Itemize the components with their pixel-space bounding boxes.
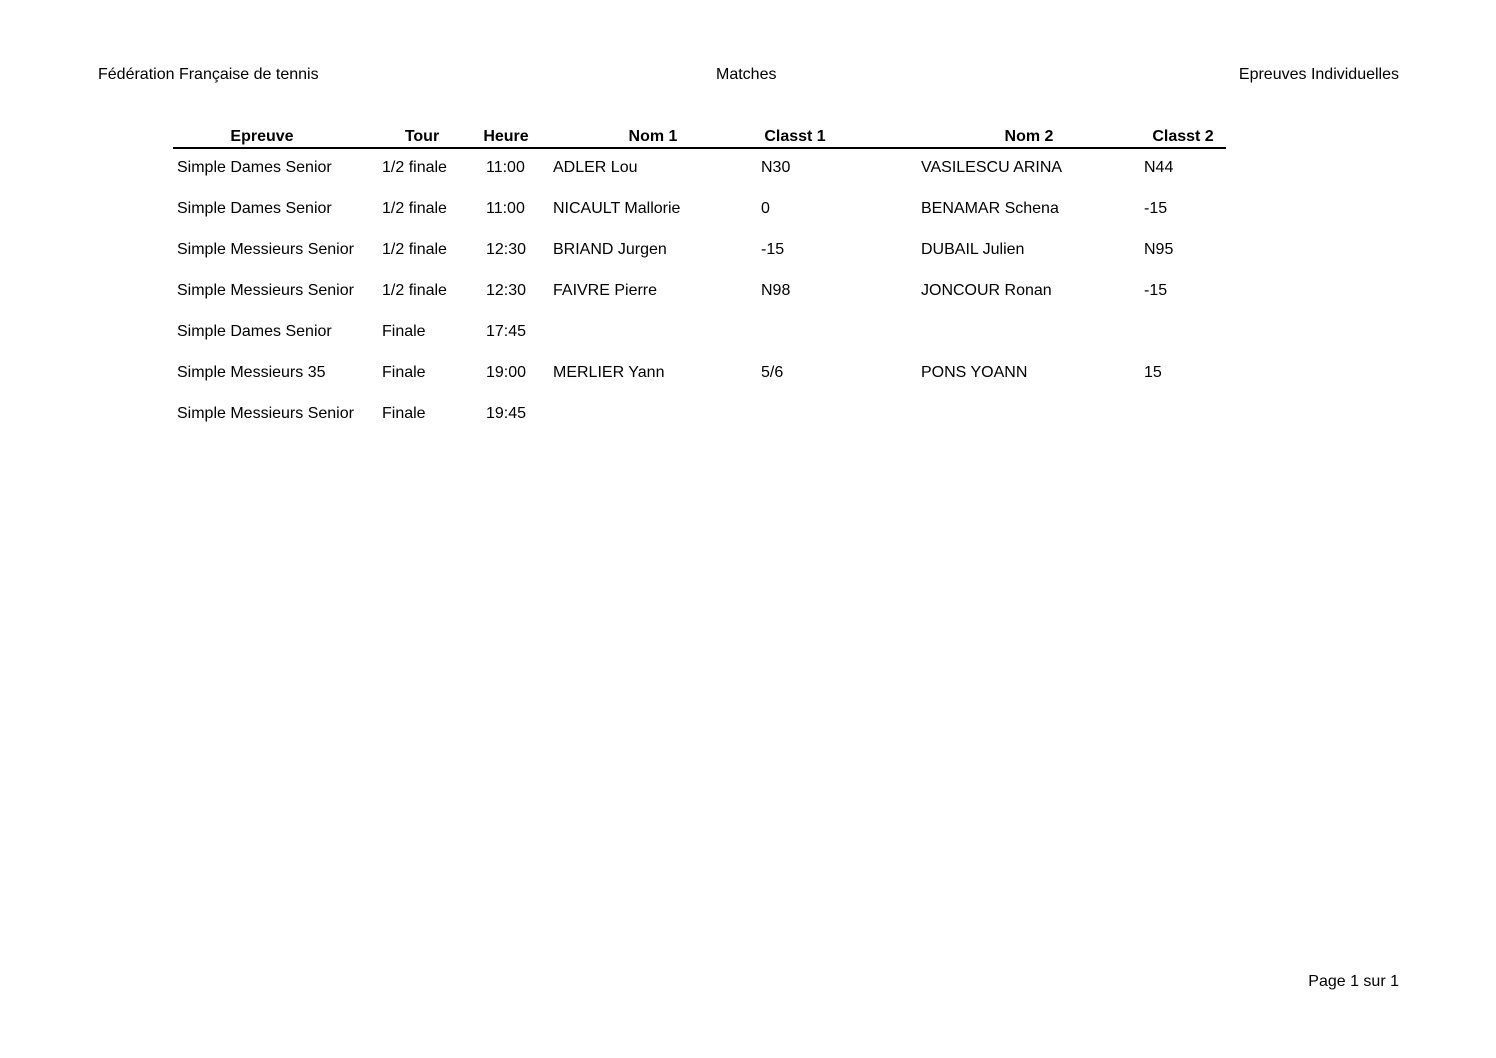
cell-classt2: -15	[1144, 200, 1168, 217]
column-header-nom2: Nom 2	[1004, 128, 1054, 145]
table-row	[173, 313, 1226, 354]
cell-nom2: VASILESCU ARINA	[921, 159, 1063, 176]
cell-nom1: MERLIER Yann	[553, 364, 665, 381]
cell-tour: 1/2 finale	[382, 241, 447, 258]
cell-heure: 12:30	[486, 241, 527, 258]
cell-tour: 1/2 finale	[382, 200, 447, 217]
cell-nom1: NICAULT Mallorie	[553, 200, 681, 217]
header-title: Matches	[716, 66, 777, 83]
column-header-heure: Heure	[483, 128, 529, 145]
cell-heure: 19:00	[486, 364, 527, 381]
cell-nom2: JONCOUR Ronan	[921, 282, 1052, 299]
cell-classt2: 15	[1144, 364, 1162, 381]
cell-classt1: -15	[761, 241, 785, 258]
table-row	[173, 190, 1226, 231]
cell-classt2: -15	[1144, 282, 1168, 299]
table-header	[173, 127, 1226, 149]
cell-nom1: FAIVRE Pierre	[553, 282, 658, 299]
cell-tour: 1/2 finale	[382, 282, 447, 299]
cell-heure: 19:45	[486, 405, 527, 422]
table-row	[173, 149, 1226, 190]
cell-epreuve: Simple Dames Senior	[177, 200, 332, 217]
table-row	[173, 354, 1226, 395]
page-number: Page 1 sur 1	[1308, 973, 1399, 990]
cell-epreuve: Simple Dames Senior	[177, 159, 332, 176]
cell-classt1: N98	[761, 282, 791, 299]
cell-nom1: BRIAND Jurgen	[553, 241, 667, 258]
column-header-tour: Tour	[404, 128, 440, 145]
cell-epreuve: Simple Messieurs 35	[177, 364, 326, 381]
cell-classt1: 5/6	[761, 364, 784, 381]
cell-heure: 11:00	[486, 200, 525, 217]
matches-table	[173, 127, 1226, 436]
cell-heure: 12:30	[486, 282, 527, 299]
cell-classt1: 0	[761, 200, 770, 217]
table-body	[173, 149, 1226, 436]
cell-nom2: PONS YOANN	[921, 364, 1028, 381]
cell-tour: 1/2 finale	[382, 159, 447, 176]
cell-classt1: N30	[761, 159, 791, 176]
cell-heure: 11:00	[486, 159, 525, 176]
cell-classt2: N95	[1144, 241, 1174, 258]
cell-heure: 17:45	[486, 323, 527, 340]
cell-epreuve: Simple Messieurs Senior	[177, 405, 354, 422]
column-header-classt1: Classt 1	[764, 128, 826, 145]
cell-epreuve: Simple Messieurs Senior	[177, 241, 354, 258]
table-row	[173, 272, 1226, 313]
cell-epreuve: Simple Messieurs Senior	[177, 282, 354, 299]
cell-nom2: DUBAIL Julien	[921, 241, 1025, 258]
header-category: Epreuves Individuelles	[1238, 66, 1399, 83]
column-header-nom1: Nom 1	[628, 128, 678, 145]
cell-tour: Finale	[382, 323, 426, 340]
table-row	[173, 395, 1226, 436]
column-header-epreuve: Epreuve	[230, 128, 294, 145]
table-row	[173, 231, 1226, 272]
header-federation: Fédération Française de tennis	[98, 66, 319, 83]
column-header-classt2: Classt 2	[1152, 128, 1214, 145]
cell-nom1: ADLER Lou	[553, 159, 638, 176]
cell-nom2: BENAMAR Schena	[921, 200, 1059, 217]
cell-tour: Finale	[382, 405, 426, 422]
cell-tour: Finale	[382, 364, 426, 381]
cell-classt2: N44	[1144, 159, 1174, 176]
cell-epreuve: Simple Dames Senior	[177, 323, 332, 340]
